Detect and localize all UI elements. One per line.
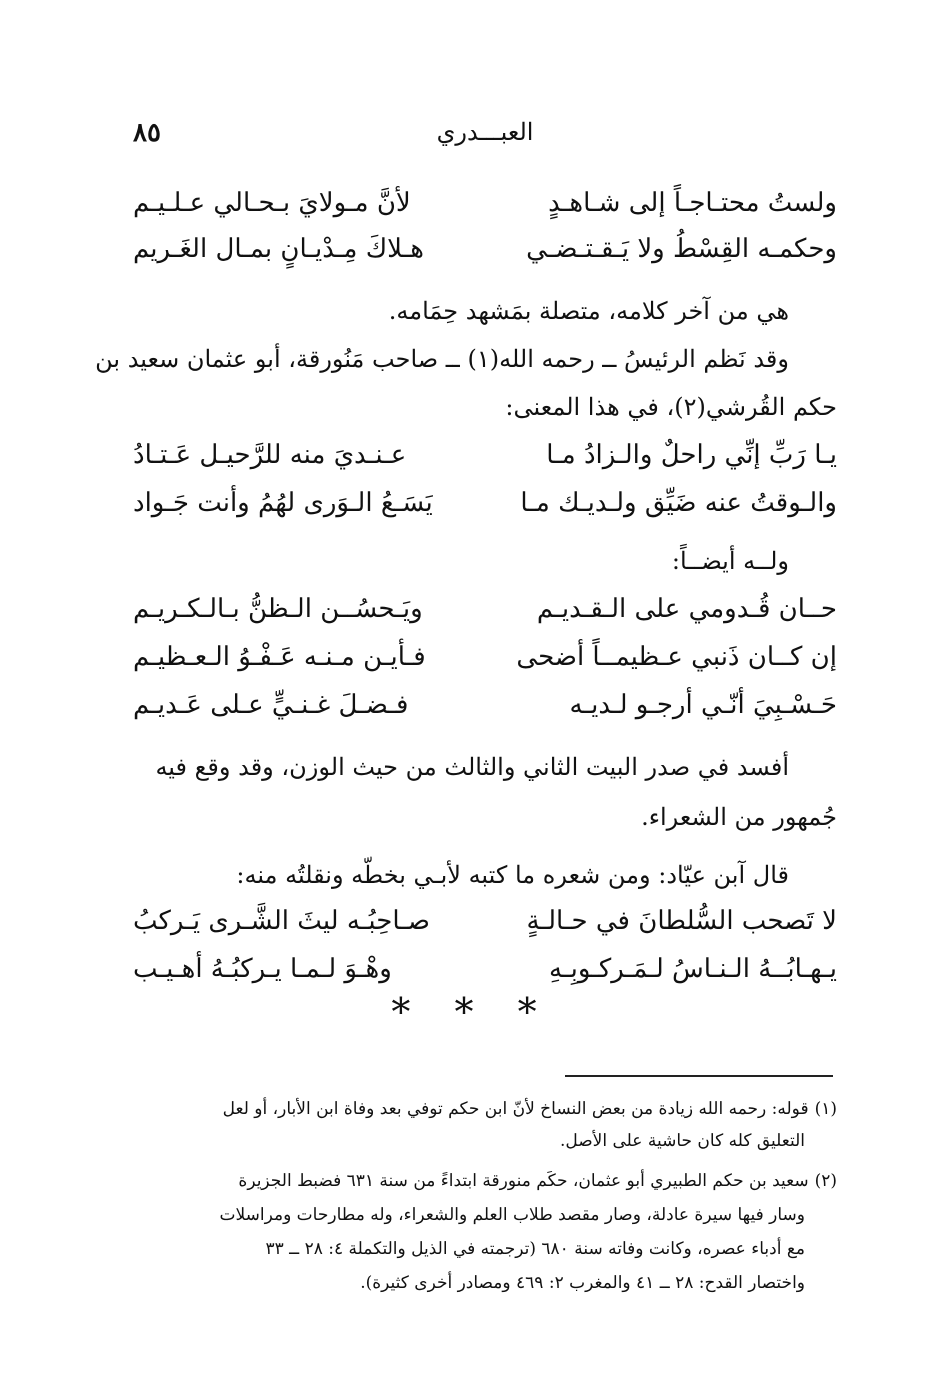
footnote-text: التعليق كله كان حاشية على الأصل.: [559, 1131, 805, 1151]
verse-second-hemistich: يَسَـعُ الـوَرى لهُمُ وأنت جَـواد: [133, 488, 433, 518]
paragraph-line: أفسد في صدر البيت الثاني والثالث من حيث الوزن، وقد وقع فيه: [155, 753, 789, 781]
footnote-1: [133, 1094, 837, 1124]
verse-line: [133, 896, 837, 946]
paragraph-line: حكم القُرشي(٢)، في هذا المعنى:: [505, 393, 837, 421]
verse-line: [133, 680, 837, 730]
verse-line: [133, 584, 837, 634]
footnote-rule: [565, 1075, 833, 1077]
section-separator: * * *: [391, 990, 553, 1034]
verse-second-hemistich: عـنـديَ منه للرَّحيـل عَـتـادُ: [133, 440, 407, 470]
footnote-text: واختصار القدح: ٢٨ ــ ٤١ والمغرب ٢: ٤٦٩ ومصادر أخرى كثيرة).: [360, 1273, 805, 1293]
verse-second-hemistich: صـاحِبُـه ليثَ الشَّـرى يَـركبُ: [133, 906, 430, 936]
verse-line: [133, 430, 837, 480]
verse-first-hemistich: حــان قُـدومي على الـقـديـم: [536, 594, 837, 624]
verse-first-hemistich: ولستُ محتـاجـاً إلى شـاهـدٍ: [548, 188, 837, 218]
footnote-number: (٢): [814, 1171, 837, 1191]
verse-second-hemistich: فـضـلَ غـنـيٍّ عـلى عَـديـم: [133, 690, 409, 720]
footnote-2: [133, 1166, 837, 1196]
verse-first-hemistich: يـهـابُــهُ الـنـاسُ لـمَـركـوبِـهِ: [549, 954, 837, 984]
verse-line: [133, 944, 837, 994]
verse-second-hemistich: وهْـوَ لـمـا يـركبُـهُ أهـيـب: [133, 954, 392, 984]
verse-second-hemistich: فـأيـن مـنـه عَـفْـوُ الـعـظيـم: [133, 642, 426, 672]
paragraph-line: وقد نَظم الرئيسُ ــ رحمه الله(١) ــ صاحب مَنُورقة، أبو عثمان سعيد بن: [95, 345, 789, 373]
verse-second-hemistich: ويَـحسُــن الـظنُّ بـالـكـريـم: [133, 594, 423, 624]
running-title: العبـــدري: [436, 118, 534, 146]
verse-line: [133, 478, 837, 528]
verse-line: [133, 178, 837, 228]
verse-line: [133, 632, 837, 682]
footnote-number: (١): [814, 1099, 837, 1119]
verse-first-hemistich: يـا رَبِّ إنِّي راحلٌ والـزادُ مـا: [546, 440, 837, 470]
page-header: [133, 112, 837, 156]
verse-first-hemistich: إن كــان ذَنبي عـظيمــاً أضحى: [516, 642, 837, 672]
page-number: ٨٥: [133, 118, 161, 148]
paragraph-line: قال آبن عيّاد: ومن شعره ما كتبه لأبـي بخطّه ونقلتُه منه:: [236, 861, 789, 889]
footnote-text: قوله: رحمه الله زيادة من بعض النساخ لأنّ ابن حكم توفي بعد وفاة ابن الأبار، أو لعل: [222, 1099, 809, 1119]
verse-first-hemistich: والـوقتُ عنه ضَيِّق ولـديـك مـا: [520, 488, 837, 518]
paragraph-line: جُمهور من الشعراء.: [641, 803, 837, 831]
verse-first-hemistich: لا تَصحب السُّلطانَ في حـالـةٍ: [526, 906, 837, 936]
footnote-text: مع أدباء عصره، وكانت وفاته سنة ٦٨٠ (ترجمته في الذيل والتكملة ٤: ٢٨ ــ ٣٣: [265, 1239, 805, 1259]
paragraph-line: هي من آخر كلامه، متصلة بمَشهد حِمَامه.: [388, 297, 789, 325]
verse-first-hemistich: وحكمـه القِسْطُ ولا يَـقـتـضـي: [526, 234, 837, 264]
footnote-text: سعيد بن حكم الطبيري أبو عثمان، حكَم منورقة ابتداءً من سنة ٦٣١ فضبط الجزيرة: [238, 1171, 809, 1191]
footnote-text: وسار فيها سيرة عادلة، وصار مقصد طلاب العلم والشعراء، وله مطارحات ومراسلات: [219, 1205, 805, 1225]
verse-line: [133, 224, 837, 274]
paragraph-line: ولــه أيضــاً:: [671, 547, 789, 575]
verse-first-hemistich: حَـسْـبِيَ أنّـي أرجـو لـديـه: [569, 690, 837, 720]
verse-second-hemistich: لأنَّ مـولايَ بـحـالي عـلـيـم: [133, 188, 411, 218]
verse-second-hemistich: هـلاكَ مِـدْيـانٍ بمـال الغَـريم: [133, 234, 425, 264]
